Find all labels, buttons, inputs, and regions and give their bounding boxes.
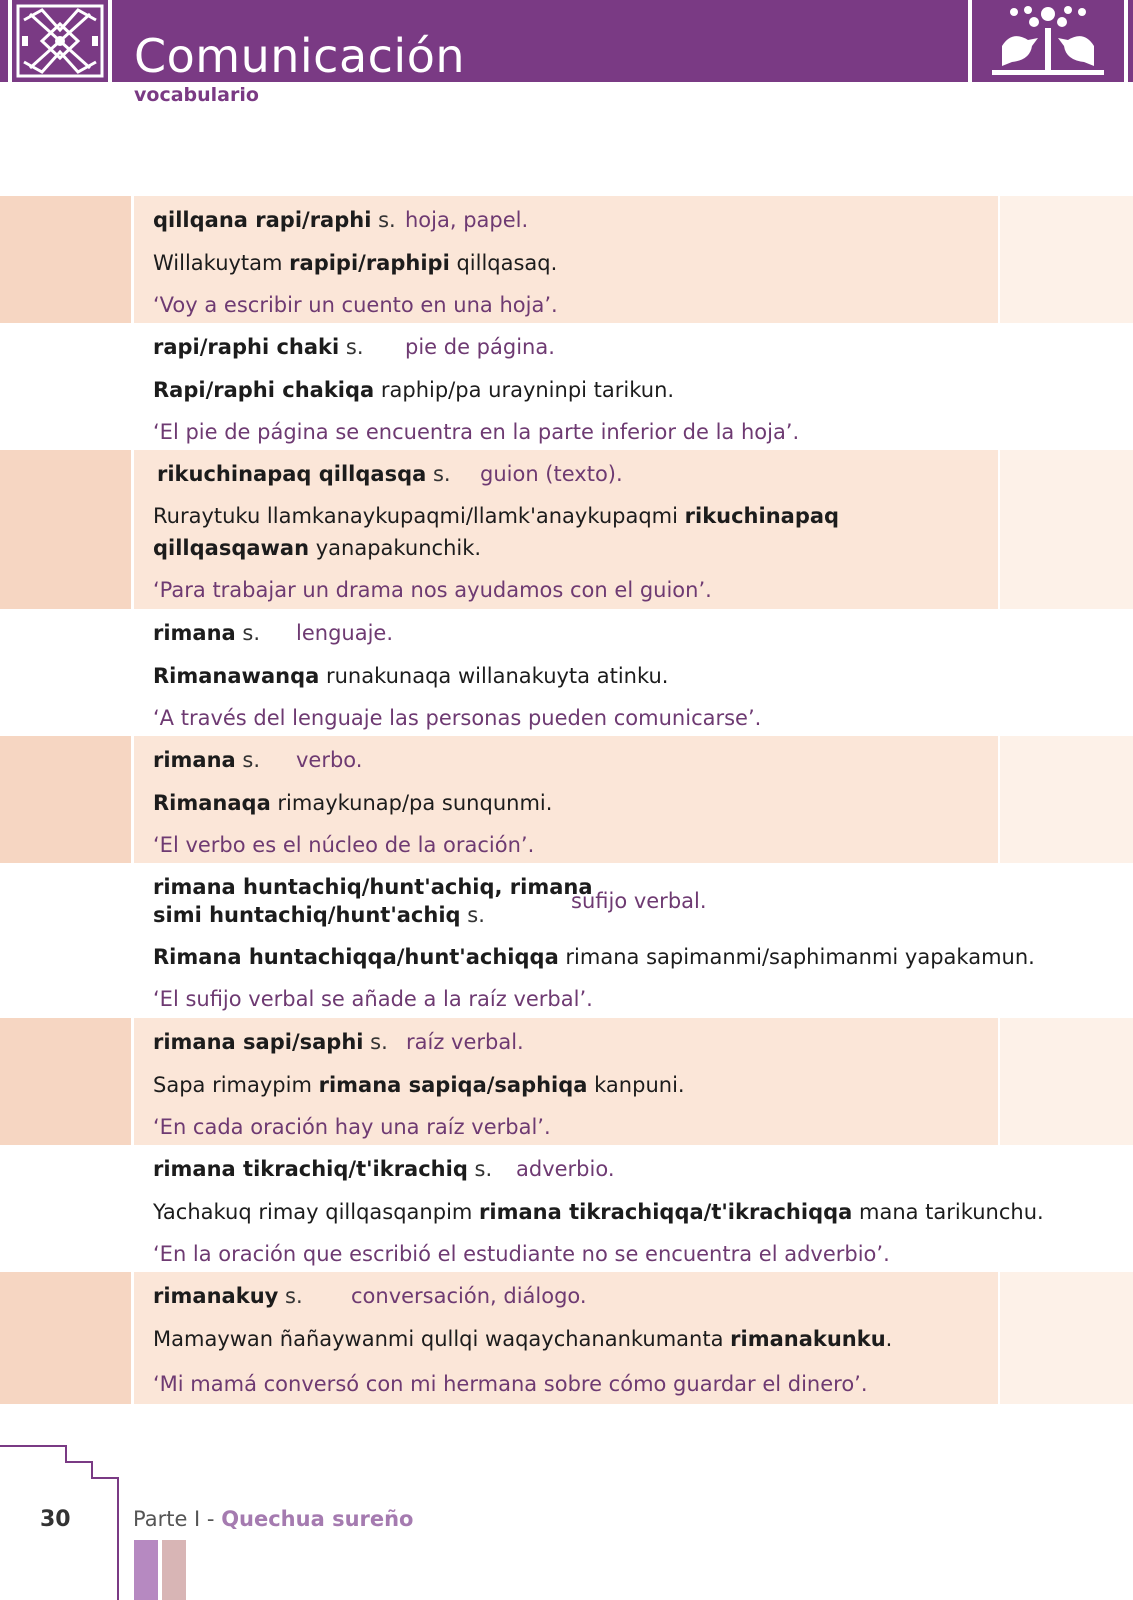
- example-sentence: [153, 249, 557, 277]
- example-text: runakunaqa willanakuyta atinku.: [319, 664, 669, 688]
- example-keyword: Rimana huntachiqqa/hunt'achiqqa: [153, 945, 559, 969]
- translation: ‘El sufijo verbal se añade a la raíz verbal’.: [153, 987, 593, 1011]
- example-text: Ruraytuku llamkanaykupaqmi/llamk'anaykupaqmi: [153, 504, 685, 528]
- translation: ‘El verbo es el núcleo de la oración’.: [153, 833, 535, 857]
- example-keyword: Rimanawanqa: [153, 664, 320, 688]
- entry-headword-line: [153, 746, 260, 774]
- headword: rimana tikrachiq/t'ikrachiq: [153, 1157, 468, 1181]
- translation: ‘A través del lenguaje las personas pueden comunicarse’.: [153, 706, 762, 730]
- part-of-speech: s.: [242, 621, 261, 645]
- example-text: mana tarikunchu.: [852, 1200, 1044, 1224]
- example-text: qillqasaq.: [449, 251, 558, 275]
- example-text: rimana sapimanmi/saphimanmi yapakamun.: [558, 945, 1035, 969]
- entry-headword-line: [153, 1155, 492, 1183]
- translation: ‘En la oración que escribió el estudiante no se encuentra el adverbio’.: [153, 1242, 890, 1266]
- example-text: kanpuni.: [587, 1073, 685, 1097]
- headword: qillqana rapi/raphi: [153, 208, 372, 232]
- band-right: [1000, 196, 1133, 323]
- band-left: [0, 450, 131, 609]
- meaning: adverbio.: [516, 1157, 615, 1181]
- example-sentence: [153, 943, 1035, 971]
- vocab-entry: [0, 609, 1133, 736]
- translation: ‘Mi mamá conversó con mi hermana sobre cómo guardar el dinero’.: [153, 1372, 868, 1396]
- part-of-speech: s.: [285, 1284, 303, 1308]
- entry-headword-line-2: [153, 901, 485, 929]
- entry-headword-line: [157, 460, 451, 488]
- entry-headword-line: [153, 1028, 388, 1056]
- headword: simi huntachiq/hunt'achiq: [153, 903, 461, 927]
- band-left: [0, 736, 131, 863]
- entry-headword-line: [153, 873, 593, 901]
- headword: rikuchinapaq qillqasqa: [157, 462, 427, 486]
- band-right: [1000, 450, 1133, 609]
- example-sentence: [153, 1198, 1044, 1226]
- entry-headword-line: [153, 333, 364, 361]
- example-keyword: rikuchinapaq qillqasqawan: [153, 504, 840, 560]
- headword: rimana sapi/saphi: [153, 1030, 364, 1054]
- vocab-entry: [0, 736, 1133, 863]
- example-sentence: [153, 789, 552, 817]
- example-text: Mamaywan ñañaywanmi qullqi waqaychanankumanta: [153, 1327, 731, 1351]
- part-of-speech: s.: [370, 1030, 388, 1054]
- band-right: [1000, 736, 1133, 863]
- vocab-entry: [0, 1272, 1133, 1404]
- part-of-speech: s.: [432, 462, 451, 486]
- band-right: [1000, 1018, 1133, 1145]
- example-text: rimaykunap/pa sunqunmi.: [270, 791, 553, 815]
- example-sentence: [153, 662, 668, 690]
- part-of-speech: s.: [345, 335, 364, 359]
- vocab-entry: [0, 1018, 1133, 1145]
- vocab-entry: [0, 323, 1133, 450]
- meaning: sufijo verbal.: [571, 889, 707, 913]
- footer-part: Parte I -: [133, 1507, 222, 1531]
- section-subtitle: vocabulario: [134, 84, 259, 106]
- meaning: pie de página.: [405, 335, 555, 359]
- example-text: Willakuytam: [153, 251, 290, 275]
- example-sentence: [153, 1325, 892, 1353]
- vocab-entry: [0, 450, 1133, 609]
- example-keyword: rimanakunku: [730, 1327, 886, 1351]
- translation: ‘En cada oración hay una raíz verbal’.: [153, 1115, 551, 1139]
- example-sentence: [153, 1071, 685, 1099]
- headword: rimanakuy: [153, 1284, 279, 1308]
- page-title: Comunicación: [134, 29, 466, 83]
- example-keyword: Rapi/raphi chakiqa: [153, 378, 375, 402]
- band-left: [0, 196, 131, 323]
- entry-headword-line: [153, 619, 260, 647]
- meaning: lenguaje.: [296, 621, 394, 645]
- page-number: 30: [40, 1507, 71, 1532]
- example-sentence: [153, 376, 674, 404]
- meaning: hoja, papel.: [405, 208, 529, 232]
- meaning: conversación, diálogo.: [351, 1284, 587, 1308]
- translation: ‘Para trabajar un drama nos ayudamos con el guion’.: [153, 578, 712, 602]
- example-text: Sapa rimaypim: [153, 1073, 319, 1097]
- footer-part-label: [133, 1507, 414, 1531]
- headword: rimana: [153, 748, 236, 772]
- meaning: verbo.: [296, 748, 363, 772]
- vocab-entry: [0, 1145, 1133, 1272]
- example-keyword: rapipi/raphipi: [289, 251, 450, 275]
- headword: rimana huntachiq/hunt'achiq, rimana: [153, 875, 593, 899]
- example-keyword: rimana sapiqa/saphiqa: [318, 1073, 588, 1097]
- vocab-entry: [0, 196, 1133, 323]
- vocab-entry: [0, 863, 1133, 1018]
- headword: rimana: [153, 621, 236, 645]
- example-sentence: [153, 500, 983, 564]
- band-left: [0, 1272, 131, 1404]
- part-of-speech: s.: [378, 208, 396, 232]
- part-of-speech: s.: [467, 903, 485, 927]
- band-left: [0, 1018, 131, 1145]
- headword: rapi/raphi chaki: [153, 335, 340, 359]
- part-of-speech: s.: [474, 1157, 493, 1181]
- footer-bar: [162, 1540, 186, 1600]
- example-text: .: [885, 1327, 893, 1351]
- example-text: raphip/pa urayninpi tarikun.: [374, 378, 675, 402]
- entry-headword-line: [153, 1282, 303, 1310]
- part-of-speech: s.: [242, 748, 261, 772]
- birds-tree-logo-icon: [968, 0, 1128, 82]
- example-keyword: Rimanaqa: [153, 791, 271, 815]
- entry-headword-line: [153, 206, 396, 234]
- example-text: yanapakunchik.: [309, 536, 482, 560]
- meaning: raíz verbal.: [406, 1030, 524, 1054]
- translation: ‘El pie de página se encuentra en la parte inferior de la hoja’.: [153, 420, 800, 444]
- translation: ‘Voy a escribir un cuento en una hoja’.: [153, 293, 558, 317]
- footer-bar: [134, 1540, 158, 1600]
- example-text: Yachakuq rimay qillqasqanpim: [153, 1200, 480, 1224]
- band-right: [1000, 1272, 1133, 1404]
- meaning: guion (texto).: [480, 462, 623, 486]
- footer-part-accent: Quechua sureño: [221, 1507, 414, 1531]
- pattern-logo-icon: [8, 0, 112, 82]
- example-keyword: rimana tikrachiqqa/t'ikrachiqqa: [479, 1200, 853, 1224]
